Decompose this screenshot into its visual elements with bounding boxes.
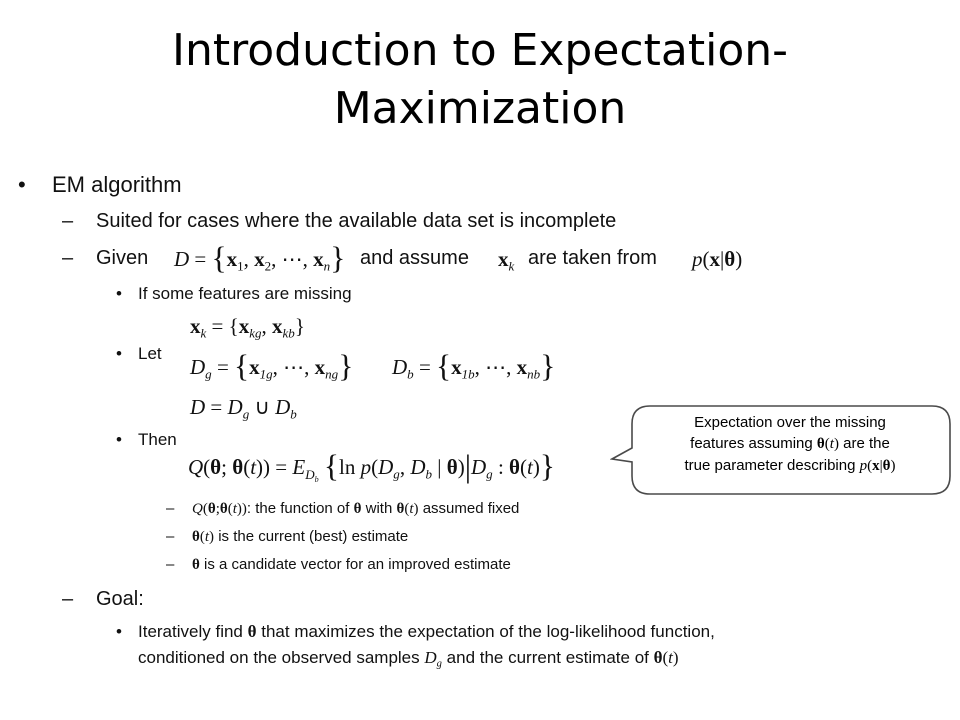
sub-bullet-marker: •	[116, 622, 122, 641]
dash-marker: –	[166, 556, 175, 573]
slide-title	[0, 22, 960, 138]
dash-marker: –	[166, 528, 175, 545]
main-bullet-marker: •	[18, 172, 26, 197]
callout-text	[640, 412, 940, 477]
callout-line-3: true parameter describing p(x|θ)	[684, 457, 896, 474]
formula-D-set: $D = \{x_1$, $x_2$, ⋯, $x_n$}	[174, 240, 346, 276]
given-taken-text: are taken from	[528, 247, 657, 269]
dash-marker: –	[166, 500, 175, 517]
callout-line-1: Expectation over the missing	[694, 414, 886, 431]
sub-bullet-marker: •	[116, 430, 122, 449]
formula-xk: $x_k$	[498, 247, 515, 274]
goal-conditioned-text: conditioned on the observed samples $D_g$ and the current estimate of θ(t)	[138, 648, 679, 670]
formula-D-union: $D = D_g$ ∪ $D_b$	[190, 395, 297, 422]
sub-bullet-marker: •	[116, 284, 122, 303]
formula-xk-split: $x_k = \{x_{kg}$, $x_{kb}$}	[190, 314, 305, 341]
q-description: Q(θ;θ(t)): the function of θ with θ(t) assumed fixed	[192, 500, 520, 517]
sub-bullet-marker: •	[116, 344, 122, 363]
given-label: Given	[96, 247, 149, 269]
formula-Q: Q(θ; $\theta(t)) = E_{D_b}$ {ln $p(D_g$, $D_b$ | $\theta)|D_g$ : θ(t)}	[188, 448, 555, 484]
formula-p-x-theta: p(x|θ)	[692, 247, 743, 271]
formula-Db: $D_b = \{x_{1b}$, ⋯, $x_{nb}$}	[392, 348, 556, 384]
missing-text: If some features are missing	[138, 284, 352, 303]
let-text: Let	[138, 344, 162, 363]
dash-marker: –	[62, 210, 74, 232]
bullet-em-algorithm: EM algorithm	[52, 172, 182, 197]
dash-marker: –	[62, 588, 74, 610]
title-line-1: Introduction to Expectation-	[172, 25, 788, 76]
formula-Dg: $D_g = \{x_{1g}$, ⋯, $x_{ng}$}	[190, 348, 354, 384]
callout-line-2: features assuming θ(t) are the	[690, 435, 890, 452]
dash-marker: –	[62, 247, 74, 269]
title-line-2: Maximization	[333, 83, 627, 134]
goal-iterative-text: Iteratively find θ that maximizes the expectation of the log-likelihood function,	[138, 622, 715, 641]
given-assume-text: and assume	[360, 247, 469, 269]
candidate-text: θ is a candidate vector for an improved estimate	[192, 556, 511, 573]
then-text: Then	[138, 430, 177, 449]
current-estimate-text: θ(t) is the current (best) estimate	[192, 528, 409, 545]
goal-label: Goal:	[96, 588, 144, 610]
suited-text: Suited for cases where the available data set is incomplete	[96, 210, 617, 232]
